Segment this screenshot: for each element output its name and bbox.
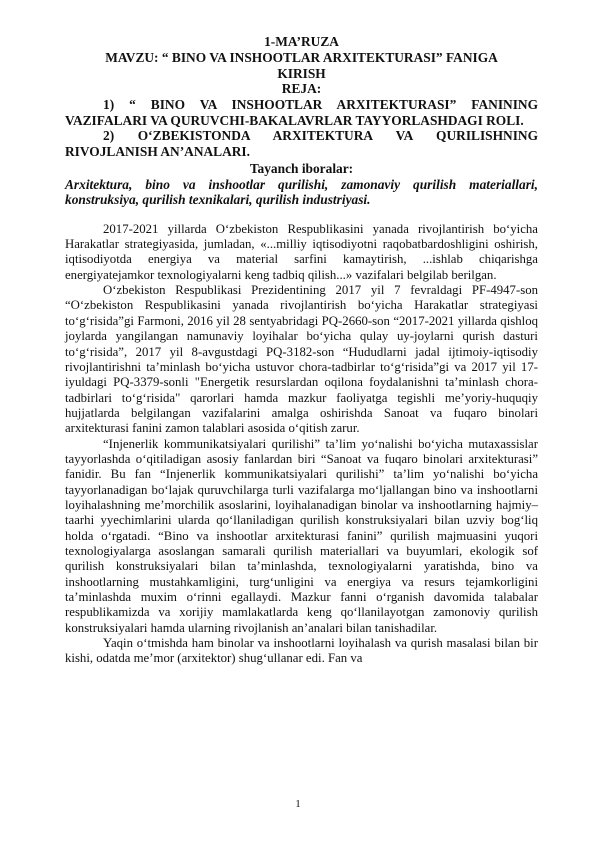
lecture-number: 1-MA’RUZA — [264, 34, 339, 49]
keywords-text: Arxitektura, bino va inshootlar qurilishi, zamonaviy qurilish materiallari, konstruksiya, qurilish texnikalari, qurilish industriyasi. — [65, 176, 538, 208]
section-spacer — [65, 208, 538, 222]
paragraph-3: “Injenerlik kommunikatsiyalari qurilishi” ta’lim yo‘nalishi bo‘yicha mutaxassislar tayyorlashda o‘qitiladigan asosiy fanlardan biri “Sanoat va fuqaro binolari arxitekturasi” fanidir. Bu fan “Injenerlik kommunikatsiyalari qurilishi” ta’lim yo‘nalishi bo‘yicha tayyorlanadigan bo‘lajak quruvchilarga turli vazifalarga mo‘ljallangan bino va inshootlarni loyihalashning me’morchilik asoslarini, loyihalanadigan binolar va inshootlarning hajmiy–taarhi yyechimlarini ularda qo‘llaniladigan qurilish konstruksiyalari bilan uzviy bog‘liq holda o‘rgatadi. “Bino va inshootlar arxitekturasi fanini” qurilish majmuasini yuqori texnologiyalarga asoslangan samarali qurilish materiallari va buyumlari, ekologik sof qurilish konstruksiyalari bilan ta’minlashda, texnologiyalarni yaratishda, bino va inshootlarning mustahkamligini, turg‘unligini va energiya va resurs tejamkorligini ta’minlashda muxim o‘rinni egallaydi. Mazkur fanni o‘rganish davomida talabalar respublikamizda va xorijiy mamlakatlarda keng qo‘llanilayotgan zamonoviy qurilish konstruksiyalari hamda ularning rivojlanish an’analari bilan tanishadilar. — [65, 436, 538, 635]
keywords-title: Tayanch iboralar: — [249, 160, 354, 176]
topic-title-line-1: MAVZU: “ BINO VA INSHOOTLAR ARXITEKTURASI” FANIGA — [105, 49, 498, 65]
paragraph-2: O‘zbekiston Respublikasi Prezidentining 2017 yil 7 fevraldagi PF-4947-son “O‘zbekiston Respublikasini yanada rivojlantirish bo‘yicha Harakatlar strategiyasi to‘g‘risida”gi Farmoni, 2016 yil 28 sentyabridagi PQ-2660-son “2017-2021 yillarda qishloq joylarda yangilangan namunaviy loyihalar bo‘yicha qulay uy-joylarni qurish dasturi to‘g‘risida”, 2017 yil 8-avgustdagi PQ-3182-son “Hududlarni jadal ijtimoiy-iqtisodiy rivojlantirishni ta’minlash bo‘yicha ustuvor chora-tadbirlar to‘g‘risida”gi va 2017 yil 17-iyuldagi PQ-3379-sonli "Energetik resurslardan oqilona foydalanishni ta’minlash chora-tadbirlari to‘g‘risida" qarorlari hamda mazkur faoliyatga tegishli me’yoriy-huquqiy hujjatlarda belgilangan vazifalarini amalga oshirishda Sanoat va fuqaro binolari arxitekturasi fanini zamon talablari asosida o‘qitish zarur. — [65, 283, 538, 436]
paragraph-1: 2017-2021 yillarda O‘zbekiston Respublikasini yanada rivojlantirish bo‘yicha Harakatlar strategiyasida, jumladan, «...milliy iqtisodiyotni raqobatbardoshligini oshirish, iqtisodiyotda energiya va material sarfini kamaytirish, ...ishlab chiqarishga energiyatejamkor texnologiyalarni keng tadbiq qilish...» vazifalari belgilab berilgan. — [65, 221, 538, 282]
plan-item-2: 2) O‘ZBEKISTONDA ARXITEKTURA VA QURILISHNING RIVOJLANISH AN’ANALARI. — [65, 128, 538, 159]
topic-title-line-2: KIRISH — [277, 65, 326, 81]
plan-title: REJA: — [281, 81, 322, 97]
page-number: 1 — [295, 798, 301, 810]
plan-item-1: 1) “ BINO VA INSHOOTLAR ARXITEKTURASI” FANINING VAZIFALARI VA QURUVCHI-BAKALAVRLAR TAYYORLASHDAGI ROLI. — [65, 97, 538, 128]
paragraph-4: Yaqin o‘tmishda ham binolar va inshootlarni loyihalash va qurish masalasi bilan bir kishi, odatda me’mor (arxitektor) shug‘ullanar edi. Fan va — [65, 636, 538, 666]
